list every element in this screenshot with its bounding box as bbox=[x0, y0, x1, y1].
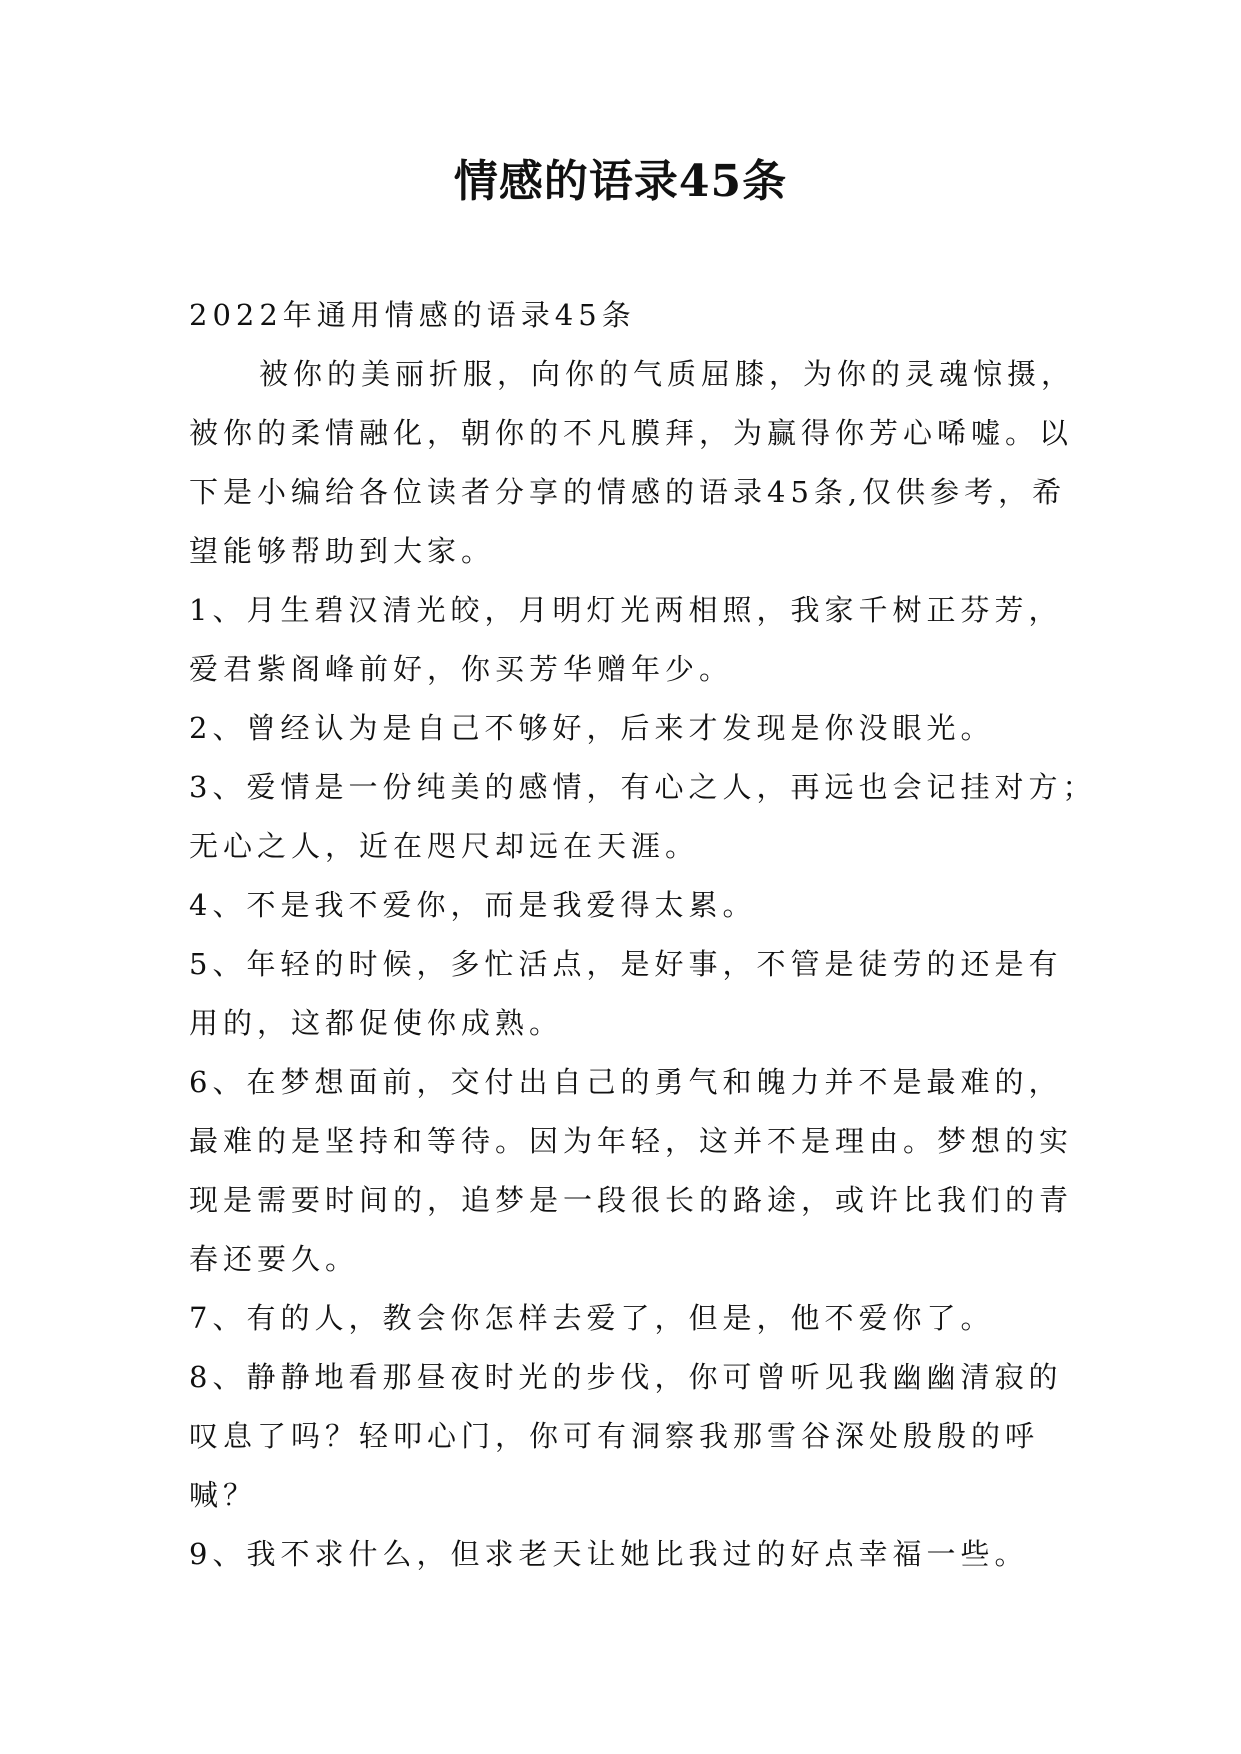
text-line: 望能够帮助到大家。 bbox=[189, 534, 496, 568]
text-line: 用的，这都促使你成熟。 bbox=[189, 1006, 564, 1040]
text-line: 2022年通用情感的语录45条 bbox=[189, 298, 636, 332]
document-body bbox=[189, 286, 1097, 1584]
text-line: 7、有的人，教会你怎样去爱了，但是，他不爱你了。 bbox=[189, 1301, 995, 1335]
text-line: 叹息了吗？轻叩心门，你可有洞察我那雪谷深处殷殷的呼 bbox=[189, 1419, 1040, 1453]
text-line: 8、静静地看那昼夜时光的步伐，你可曾听见我幽幽清寂的 bbox=[189, 1360, 1063, 1394]
text-line: 被你的美丽折服，向你的气质屈膝，为你的灵魂惊摄， bbox=[259, 357, 1076, 391]
text-line: 下是小编给各位读者分享的情感的语录45条,仅供参考，希 bbox=[189, 475, 1067, 509]
text-line: 喊？ bbox=[189, 1478, 258, 1512]
text-line: 5、年轻的时候，多忙活点，是好事，不管是徒劳的还是有 bbox=[189, 947, 1063, 981]
text-line: 现是需要时间的，追梦是一段很长的路途，或许比我们的青 bbox=[189, 1183, 1074, 1217]
text-line: 无心之人，近在咫尺却远在天涯。 bbox=[189, 829, 700, 863]
text-line: 春还要久。 bbox=[189, 1242, 360, 1276]
text-line: 1、月生碧汉清光皎，月明灯光两相照，我家千树正芬芳， bbox=[189, 593, 1063, 627]
text-line: 6、在梦想面前，交付出自己的勇气和魄力并不是最难的， bbox=[189, 1065, 1063, 1099]
text-line: 爱君紫阁峰前好，你买芳华赠年少。 bbox=[189, 652, 734, 686]
text-line: 9、我不求什么，但求老天让她比我过的好点幸福一些。 bbox=[189, 1537, 1029, 1571]
text-line: 3、爱情是一份纯美的感情，有心之人，再远也会记挂对方； bbox=[189, 770, 1097, 804]
text-line: 最难的是坚持和等待。因为年轻，这并不是理由。梦想的实 bbox=[189, 1124, 1074, 1158]
text-line: 4、不是我不爱你，而是我爱得太累。 bbox=[189, 888, 757, 922]
text-line: 被你的柔情融化，朝你的不凡膜拜，为赢得你芳心唏嘘。以 bbox=[189, 416, 1074, 450]
text-line: 2、曾经认为是自己不够好，后来才发现是你没眼光。 bbox=[189, 711, 995, 745]
document-title: 情感的语录45条 bbox=[453, 156, 788, 207]
